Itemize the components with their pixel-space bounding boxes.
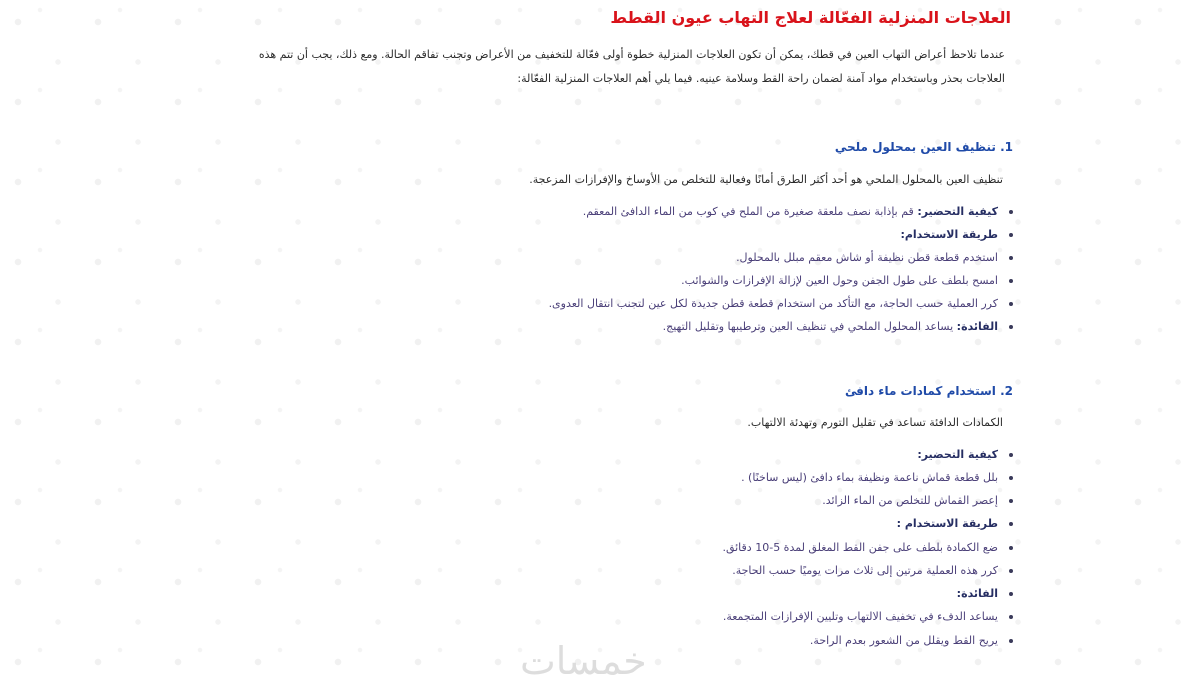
section-title-warm-compress: 2. استخدام كمادات ماء دافئ xyxy=(845,384,1013,398)
list-item: طريقة الاستخدام : xyxy=(897,516,1013,532)
list-item: كرر العملية حسب الحاجة، مع التأكد من استخدام قطعة قطن جديدة لكل عين لتجنب انتقال العدوى. xyxy=(549,296,1013,312)
list-item: إعصر القماش للتخلص من الماء الزائد. xyxy=(822,493,1013,509)
article-intro: عندما تلاحظ أعراض التهاب العين في قطك، يمكن أن تكون العلاجات المنزلية خطوة أولى فعّالة للتخفيف من الأعراض وتجنب تفاقم الحالة. ومع ذلك، يجب أن تتم هذه العلاجات بحذر وباستخدام مواد آمنة لضمان راحة القط وسلامة عينيه. فيما يلي أهم العلاجات المنزلية الفعّالة: xyxy=(258,48,1005,85)
list-item: الفائدة: xyxy=(957,586,1013,602)
list-item: استخدم قطعة قطن نظيفة أو شاش معقم مبلل بالمحلول. xyxy=(736,250,1013,266)
list-item: طريقة الاستخدام: xyxy=(900,227,1013,243)
article-title: العلاجات المنزلية الفعّالة لعلاج التهاب عيون القطط xyxy=(610,8,1011,27)
section-title-saline: 1. تنظيف العين بمحلول ملحي xyxy=(834,140,1013,154)
list-item: امسح بلطف على طول الجفن وحول العين لإزالة الإفرازات والشوائب. xyxy=(681,273,1013,289)
section-intro-warm-compress: الكمادات الدافئة تساعد في تقليل التورم وتهدئة الالتهاب. xyxy=(747,416,1003,429)
list-item: بلل قطعة قماش ناعمة ونظيفة بماء دافئ (ليس ساخنًا) . xyxy=(741,470,1013,486)
list-item: الفائدة: يساعد المحلول الملحي في تنظيف العين وترطيبها وتقليل التهيج. xyxy=(663,319,1013,335)
list-item: كيفية التحضير: xyxy=(917,447,1013,463)
list-item: كرر هذه العملية مرتين إلى ثلاث مرات يوميًا حسب الحاجة. xyxy=(732,563,1013,579)
article-body xyxy=(250,0,1013,690)
list-item: يساعد الدفء في تخفيف الالتهاب وتليين الإفرازات المتجمعة. xyxy=(723,609,1013,625)
khamsat-watermark: خمسات xyxy=(520,639,647,683)
list-item: ضع الكمادة بلطف على جفن القط المغلق لمدة 5-10 دقائق. xyxy=(722,540,1013,556)
list-item: يريح القط ويقلل من الشعور بعدم الراحة. xyxy=(810,633,1013,649)
list-item: كيفية التحضير: قم بإذابة نصف ملعقة صغيرة من الملح في كوب من الماء الدافئ المعقم. xyxy=(583,204,1013,220)
section-intro-saline: تنظيف العين بالمحلول الملحي هو أحد أكثر الطرق أمانًا وفعالية للتخلص من الأوساخ والإفرازات المزعجة. xyxy=(529,173,1003,186)
